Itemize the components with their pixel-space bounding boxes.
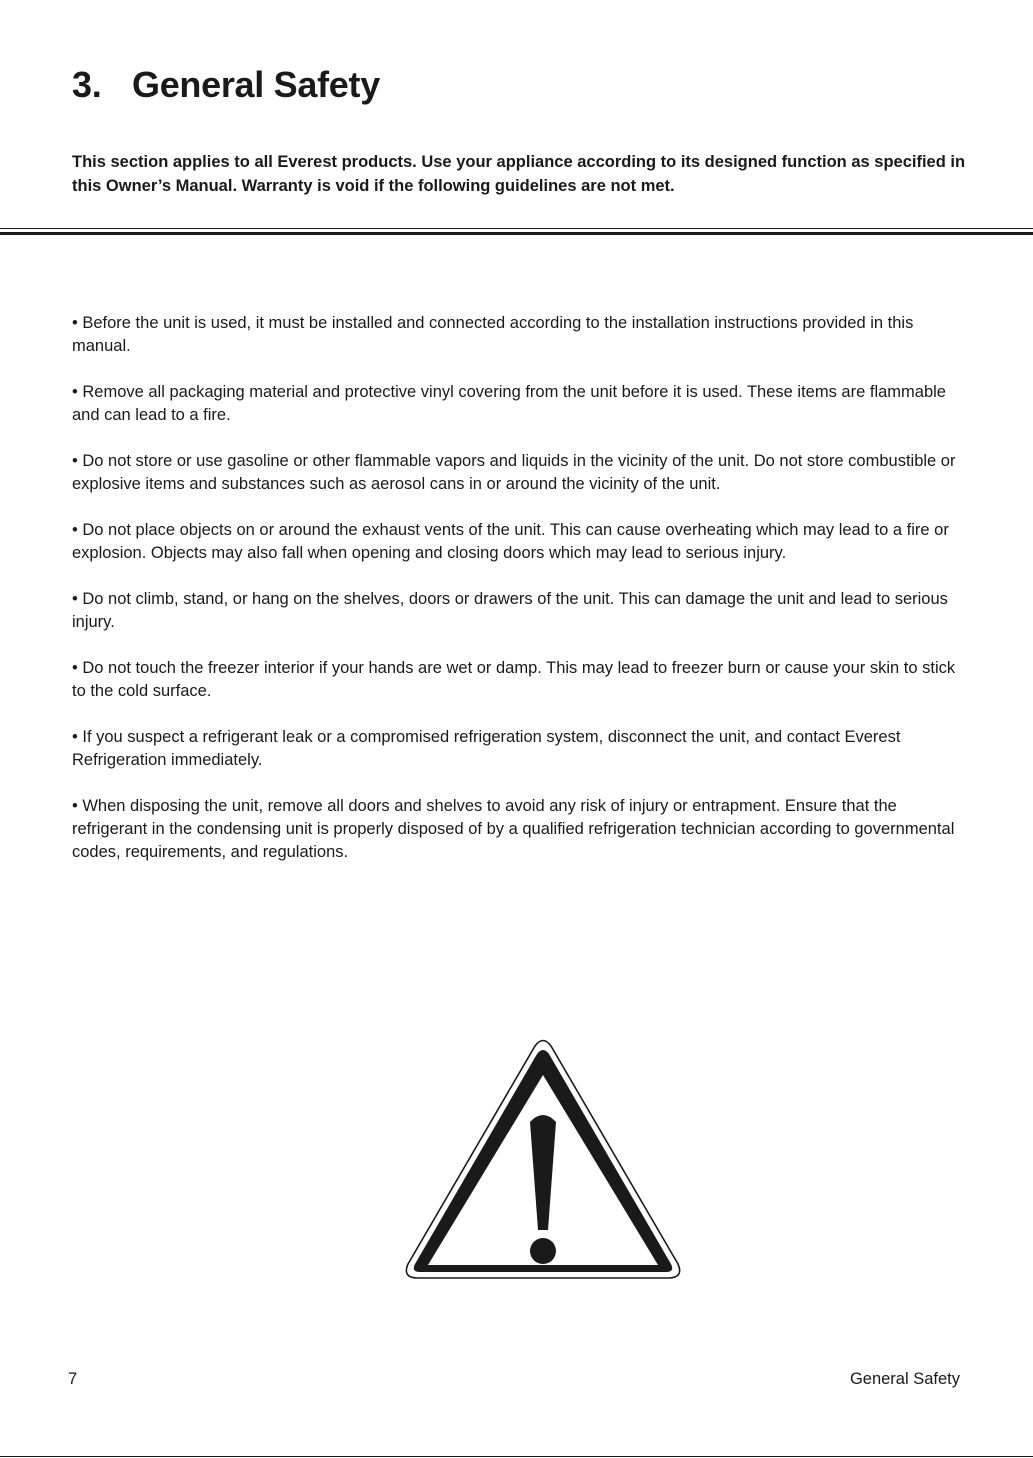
footer-divider [0, 1456, 1033, 1457]
header-divider-thick [0, 232, 1033, 235]
safety-guideline-item: • Do not climb, stand, or hang on the shelves, doors or drawers of the unit. This can damage the unit and lead to serious injury. [72, 590, 948, 631]
header-divider-thin [0, 228, 1033, 229]
section-title: General Safety [132, 64, 380, 105]
page-title [72, 64, 380, 106]
safety-guideline-item: • Before the unit is used, it must be installed and connected according to the installation instructions provided in this manual. [72, 314, 914, 355]
safety-guideline-item: • Remove all packaging material and protective vinyl covering from the unit before it is used. These items are flammable and can lead to a fire. [72, 383, 946, 424]
section-intro: This section applies to all Everest products. Use your appliance according to its designed function as specified in this Owner’s Manual. Warranty is void if the following guidelines are not met. [72, 153, 966, 195]
safety-guideline-item: • When disposing the unit, remove all doors and shelves to avoid any risk of injury or entrapment. Ensure that the refrigerant in the condensing unit is properly disposed of by a qualified refrigeration technician according to governmental codes, requirements, and regulations. [72, 797, 955, 861]
page-number: 7 [68, 1370, 78, 1388]
safety-guideline-item: • If you suspect a refrigerant leak or a compromised refrigeration system, disconnect the unit, and contact Everest Refrigeration immediately. [72, 728, 901, 769]
section-number: 3. [72, 64, 102, 105]
footer-section-title: General Safety [849, 1370, 960, 1388]
warning-triangle-icon [404, 1038, 682, 1282]
safety-guideline-item: • Do not store or use gasoline or other flammable vapors and liquids in the vicinity of the unit. Do not store combustible or explosive items and substances such as aerosol cans in or around the vicinity of the unit. [72, 452, 956, 493]
safety-guidelines-list [72, 312, 964, 887]
safety-guideline-item: • Do not place objects on or around the exhaust vents of the unit. This can cause overheating which may lead to a fire or explosion. Objects may also fall when opening and closing doors which may lead to serious injury. [72, 521, 949, 562]
safety-guideline-item: • Do not touch the freezer interior if your hands are wet or damp. This may lead to freezer burn or cause your skin to stick to the cold surface. [72, 659, 956, 700]
